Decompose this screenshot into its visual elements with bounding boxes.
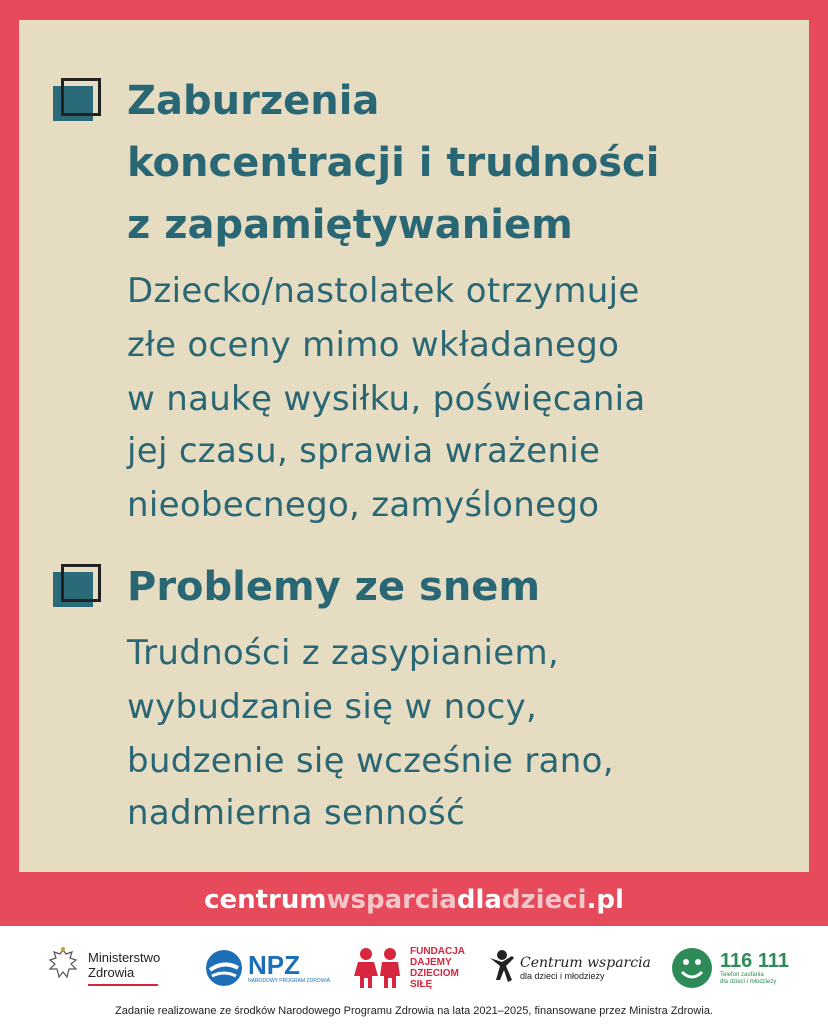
section-body-line-2: złe oceny mimo wkładanego — [127, 325, 620, 365]
section-heading-line-3: z zapamiętywaniem — [127, 202, 573, 248]
npz-subtitle: NARODOWY PROGRAM ZDROWIA — [248, 978, 331, 984]
funding-footnote: Zadanie realizowane ze środków Narodowego Programu Zdrowia na lata 2021–2025, finansowane przez Ministra Zdrowia. — [115, 1005, 713, 1017]
foundation-line-4: SIŁĘ — [410, 979, 433, 990]
foundation-line-2: DAJEMY — [410, 957, 452, 968]
helpline-subtitle-1: Telefon zaufania — [720, 972, 764, 978]
url-part-dla: dla — [456, 885, 502, 915]
centrum-wsparcia-logo — [488, 940, 651, 996]
ministry-logo — [44, 940, 160, 996]
children-figures-icon — [352, 946, 404, 990]
foundation-line-1: FUNDACJA — [410, 946, 465, 957]
section-heading-line-2: koncentracji i trudności — [127, 140, 660, 186]
eagle-emblem-icon — [44, 946, 82, 990]
helpline-logo — [670, 940, 789, 996]
url-part-dzieci: dzieci — [501, 885, 587, 915]
bullet-square-icon — [53, 564, 103, 610]
section-body-line-4: nadmierna senność — [127, 793, 466, 833]
section-body-line-5: nieobecnego, zamyślonego — [127, 485, 600, 525]
bullet-square-icon — [53, 78, 103, 124]
section-body-line-2: wybudzanie się w nocy, — [127, 687, 538, 727]
centrum-title: Centrum wsparcia — [520, 954, 651, 971]
ministry-red-rule — [88, 984, 158, 986]
helpline-face-icon — [670, 946, 714, 990]
section-body-line-1: Trudności z zasypianiem, — [127, 633, 559, 673]
section-heading-line-1: Problemy ze snem — [127, 564, 541, 610]
section-heading-line-1: Zaburzenia — [127, 78, 380, 124]
ministry-name-line-1: Ministerstwo — [88, 950, 161, 965]
section-body-line-1: Dziecko/nastolatek otrzymuje — [127, 271, 640, 311]
content-card — [19, 20, 809, 872]
section-body-line-3: budzenie się wcześnie rano, — [127, 741, 614, 781]
npz-logo — [204, 940, 330, 996]
sponsor-logos — [0, 940, 828, 1000]
url-part-tld: .pl — [586, 885, 624, 915]
foundation-line-3: DZIECIOM — [410, 968, 459, 979]
website-url[interactable] — [0, 874, 828, 926]
centrum-subtitle: dla dzieci i młodzieży — [520, 970, 605, 981]
helpline-subtitle-2: dla dzieci i młodzieży — [720, 979, 777, 985]
ministry-name-line-2: Zdrowia — [88, 965, 135, 980]
jumping-figure-icon — [488, 948, 516, 988]
url-part-wsparcia: wsparcia — [326, 885, 457, 915]
section-body-line-3: w naukę wysiłku, poświęcania — [127, 379, 646, 419]
url-part-centrum: centrum — [204, 885, 327, 915]
npz-word: NPZ — [248, 950, 300, 980]
helpline-number: 116 111 — [720, 950, 789, 972]
npz-globe-icon — [204, 948, 244, 988]
foundation-logo — [352, 940, 465, 996]
section-body-line-4: jej czasu, sprawia wrażenie — [127, 431, 601, 471]
